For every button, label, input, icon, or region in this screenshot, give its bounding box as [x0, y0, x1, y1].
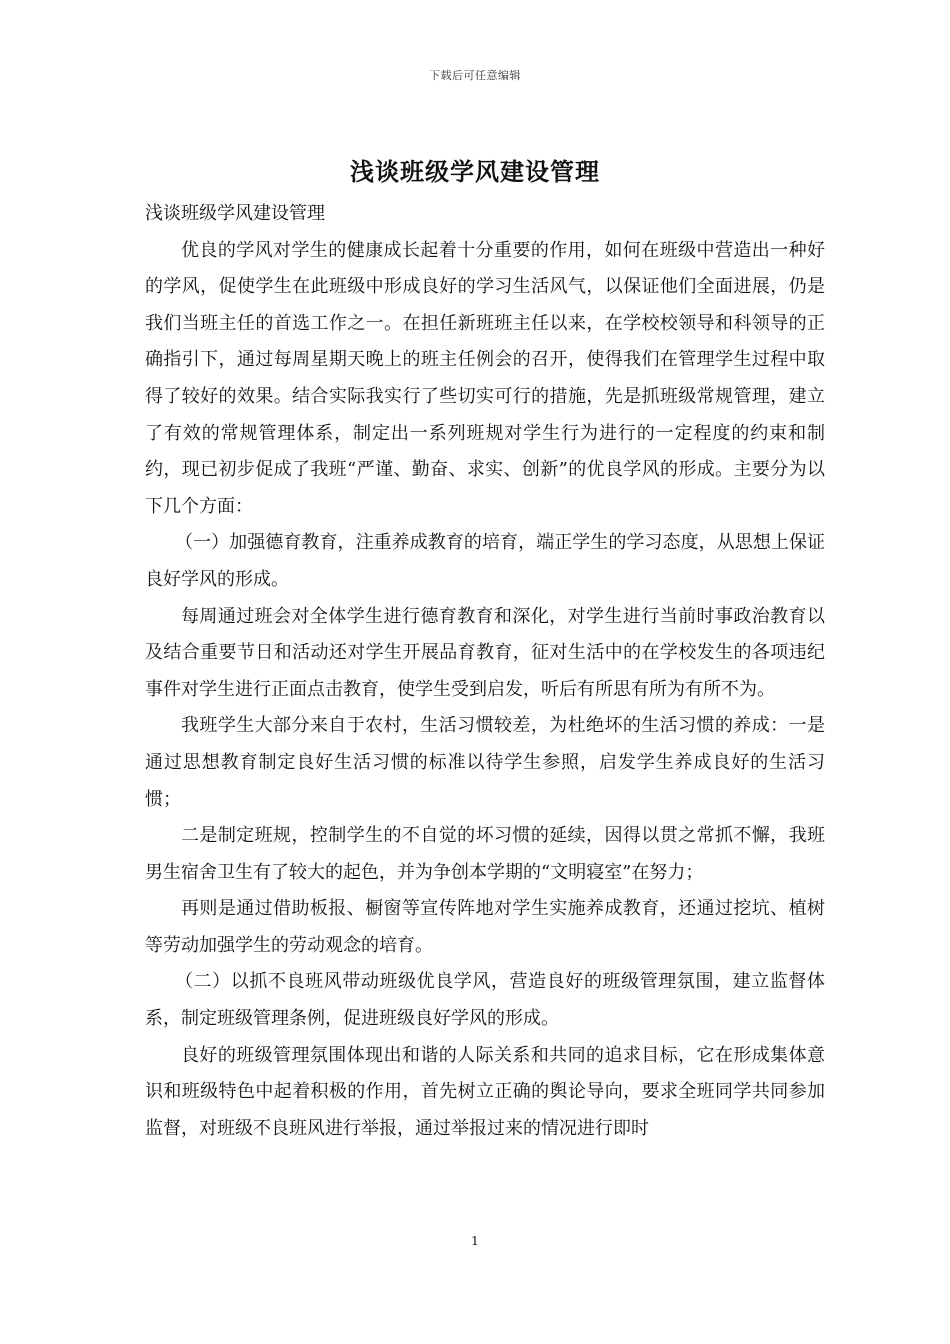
paragraph: 每周通过班会对全体学生进行德育教育和深化，对学生进行当前时事政治教育以及结合重要节日和活动还对学生开展品育教育，征对生活中的在学校发生的各项违纪事件对学生进行正面点击教育，使学生受到启发，听后有所思有所为有所不为。: [145, 605, 825, 700]
header-note: 下载后可任意编辑: [429, 69, 521, 82]
section-heading: （二）以抓不良班风带动班级优良学风，营造良好的班级管理氛围，建立监督体系，制定班级管理条例，促进班级良好学风的形成。: [145, 971, 825, 1030]
page-number: 1: [471, 1234, 479, 1248]
document-body: [145, 196, 825, 1147]
section-heading: （一）加强德育教育，注重养成教育的培育，端正学生的学习态度，从思想上保证良好学风的形成。: [145, 532, 825, 590]
document-subtitle: 浅谈班级学风建设管理: [145, 203, 325, 224]
paragraph: 优良的学风对学生的健康成长起着十分重要的作用，如何在班级中营造出一种好的学风，促使学生在此班级中形成良好的学习生活风气，以保证他们全面进展，仍是我们当班主任的首选工作之一。在担任新班班主任以来，在学校校领导和科领导的正确指引下，通过每周星期天晚上的班主任例会的召开，使得我们在管理学生过程中取得了较好的效果。结合实际我实行了些切实可行的措施，先是抓班级常规管理，建立了有效的常规管理体系，制定出一系列班规对学生行为进行的一定程度的约束和制约，现已初步促成了我班“严谨、勤奋、求实、创新”的优良学风的形成。主要分为以下几个方面：: [145, 239, 825, 517]
paragraph: 良好的班级管理氛围体现出和谐的人际关系和共同的追求目标，它在形成集体意识和班级特色中起着积极的作用，首先树立正确的舆论导向，要求全班同学共同参加监督，对班级不良班风进行举报，通过举报过来的情况进行即时: [145, 1044, 825, 1139]
paragraph: 再则是通过借助板报、橱窗等宣传阵地对学生实施养成教育，还通过挖坑、植树等劳动加强学生的劳动观念的培育。: [145, 898, 825, 956]
paragraph: 我班学生大部分来自于农村，生活习惯较差，为杜绝坏的生活习惯的养成：一是通过思想教育制定良好生活习惯的标准以待学生参照，启发学生养成良好的生活习惯；: [145, 715, 825, 810]
document-title: 浅谈班级学风建设管理: [350, 157, 600, 186]
paragraph: 二是制定班规，控制学生的不自觉的坏习惯的延续，因得以贯之常抓不懈，我班男生宿舍卫生有了较大的起色，并为争创本学期的“文明寝室”在努力；: [145, 825, 825, 883]
